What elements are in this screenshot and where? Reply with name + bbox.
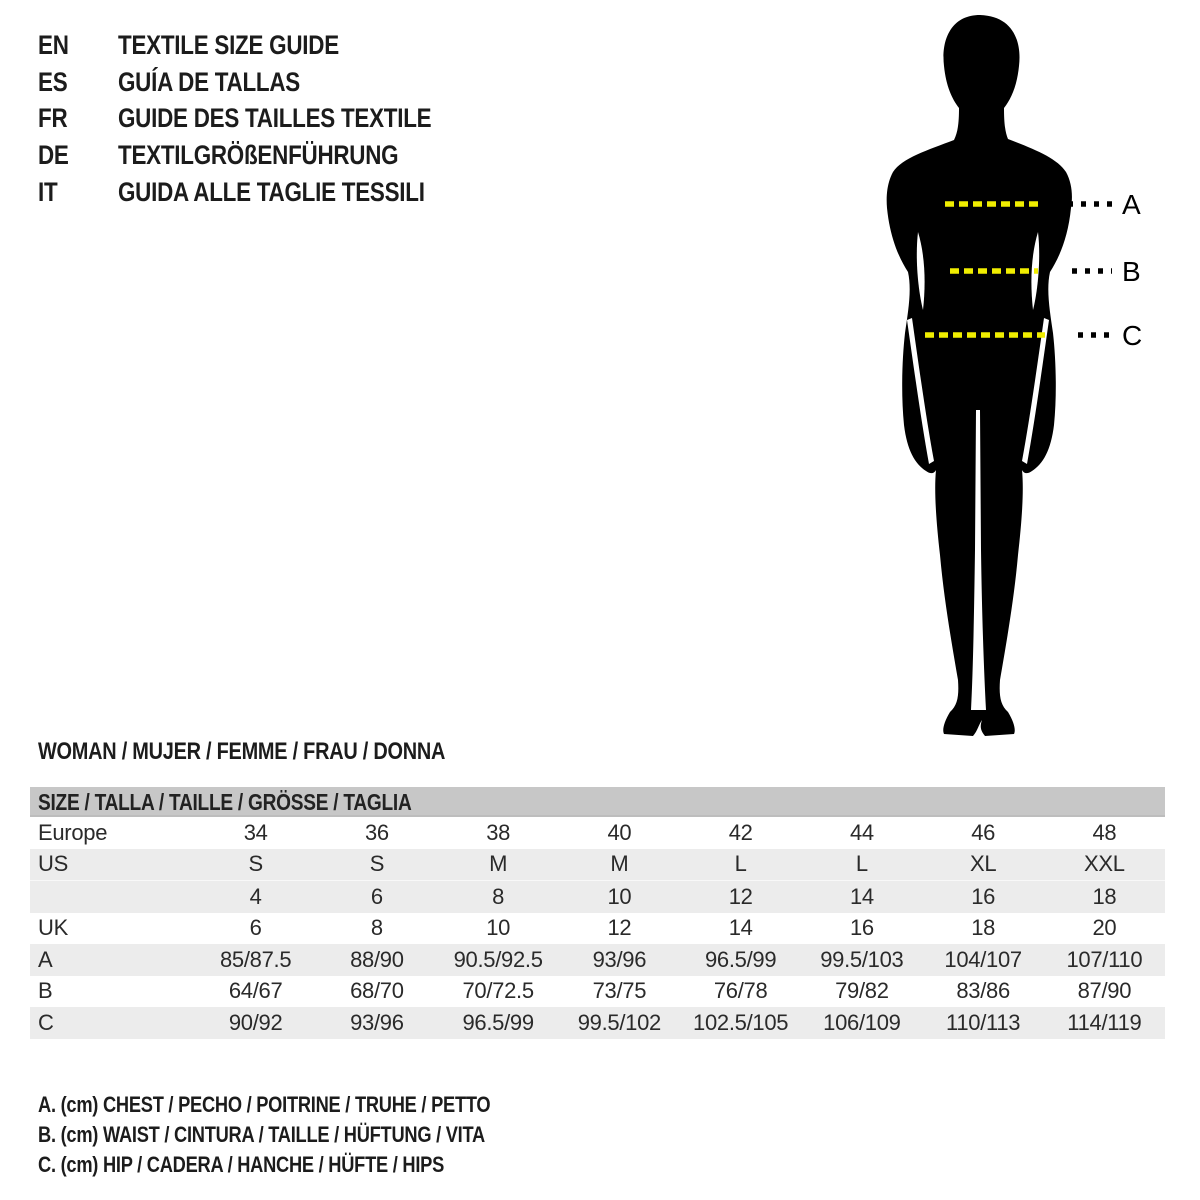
size-cell: S — [369, 851, 385, 877]
size-cell: 42 — [728, 819, 753, 845]
size-cell: 20 — [1092, 915, 1117, 941]
size-cell: 90.5/92.5 — [453, 946, 543, 972]
size-cell: 87/90 — [1077, 978, 1132, 1004]
size-cell: 90/92 — [228, 1009, 283, 1035]
size-cell: 102.5/105 — [693, 1009, 789, 1035]
language-row — [38, 101, 496, 138]
size-cell: 73/75 — [592, 978, 647, 1004]
measure-label-a: A — [1122, 189, 1141, 220]
size-cell: 70/72.5 — [462, 978, 534, 1004]
size-cell: 83/86 — [956, 978, 1010, 1004]
language-code: ES — [38, 66, 68, 97]
size-cell: 10 — [486, 915, 511, 941]
table-row — [30, 1007, 1165, 1039]
size-cell: 44 — [849, 819, 874, 845]
size-cell: 93/96 — [350, 1009, 404, 1035]
row-label: A — [38, 946, 53, 972]
size-table — [30, 787, 1165, 1039]
language-list — [38, 27, 496, 211]
size-cell: 88/90 — [350, 946, 404, 972]
size-cell: 46 — [971, 819, 996, 845]
size-cell: 40 — [607, 819, 632, 845]
size-cell: 6 — [370, 883, 383, 909]
size-cell: 110/113 — [946, 1009, 1021, 1035]
row-label: UK — [38, 915, 68, 941]
legend-line: B. (cm) WAIST / CINTURA / TAILLE / HÜFTUNG / VITA — [38, 1122, 485, 1147]
size-cell: 18 — [1092, 883, 1117, 909]
size-cell: 6 — [249, 915, 262, 941]
section-title — [38, 738, 529, 766]
language-code: FR — [38, 103, 68, 134]
size-cell: 12 — [728, 883, 753, 909]
size-cell: M — [610, 851, 629, 877]
language-title: TEXTILE SIZE GUIDE — [118, 29, 339, 60]
size-cell: 96.5/99 — [462, 1009, 534, 1035]
size-cell: 48 — [1092, 819, 1117, 845]
size-cell: 104/107 — [944, 946, 1022, 972]
size-cell: M — [489, 851, 508, 877]
row-label: US — [38, 851, 68, 877]
section-title-text: WOMAN / MUJER / FEMME / FRAU / DONNA — [38, 738, 446, 765]
size-table-body — [30, 817, 1165, 1039]
table-row — [30, 976, 1165, 1008]
language-row — [38, 64, 496, 101]
measure-label-c: C — [1122, 320, 1143, 351]
size-cell: 99.5/102 — [577, 1009, 661, 1035]
size-cell: 10 — [607, 883, 632, 909]
size-cell: L — [855, 851, 868, 877]
size-cell: 76/78 — [713, 978, 768, 1004]
language-title: TEXTILGRÖßENFÜHRUNG — [118, 140, 399, 171]
table-header-bar — [30, 787, 1165, 817]
size-cell: 114/119 — [1067, 1009, 1142, 1035]
language-code: EN — [38, 29, 69, 60]
table-row — [30, 817, 1165, 849]
measure-label-b: B — [1122, 256, 1141, 287]
size-cell: 14 — [728, 915, 753, 941]
table-row — [30, 913, 1165, 945]
size-cell: 106/109 — [823, 1009, 901, 1035]
size-cell: 16 — [971, 883, 996, 909]
size-cell: 85/87.5 — [219, 946, 292, 972]
size-cell: 107/110 — [1066, 946, 1143, 972]
woman-silhouette-figure — [860, 0, 1200, 760]
size-cell: S — [248, 851, 263, 877]
table-row — [30, 880, 1165, 913]
size-cell: L — [734, 851, 747, 877]
size-cell: 38 — [486, 819, 511, 845]
language-title: GUÍA DE TALLAS — [118, 66, 301, 97]
size-cell: 18 — [971, 915, 996, 941]
table-row — [30, 849, 1165, 881]
size-cell: 34 — [243, 819, 268, 845]
size-cell: 99.5/103 — [820, 946, 904, 972]
row-label: C — [38, 1009, 54, 1035]
size-cell: 4 — [249, 883, 262, 909]
size-cell: 16 — [849, 915, 874, 941]
size-cell: 8 — [492, 883, 505, 909]
size-cell: XL — [969, 851, 997, 877]
size-cell: 68/70 — [350, 978, 404, 1004]
legend-line: A. (cm) CHEST / PECHO / POITRINE / TRUHE / PETTO — [38, 1092, 491, 1117]
size-cell: 64/67 — [228, 978, 283, 1004]
row-label: B — [38, 978, 53, 1004]
language-title: GUIDA ALLE TAGLIE TESSILI — [118, 177, 425, 208]
size-cell: 93/96 — [592, 946, 647, 972]
table-row — [30, 944, 1165, 976]
size-cell: 12 — [607, 915, 632, 941]
language-title: GUIDE DES TAILLES TEXTILE — [118, 103, 432, 134]
language-row — [38, 27, 496, 64]
language-row — [38, 174, 496, 211]
language-code: DE — [38, 140, 69, 171]
size-cell: 14 — [849, 883, 874, 909]
size-cell: 79/82 — [835, 978, 889, 1004]
row-label: Europe — [38, 819, 108, 845]
size-cell: XXL — [1084, 851, 1125, 877]
measurement-legend — [38, 1090, 583, 1180]
size-cell: 36 — [364, 819, 389, 845]
size-cell: 8 — [370, 915, 383, 941]
language-row — [38, 137, 496, 174]
legend-line: C. (cm) HIP / CADERA / HANCHE / HÜFTE / HIPS — [38, 1152, 445, 1177]
size-cell: 96.5/99 — [704, 946, 777, 972]
language-code: IT — [38, 177, 58, 208]
table-header-text: SIZE / TALLA / TAILLE / GRÖSSE / TAGLIA — [38, 789, 412, 815]
